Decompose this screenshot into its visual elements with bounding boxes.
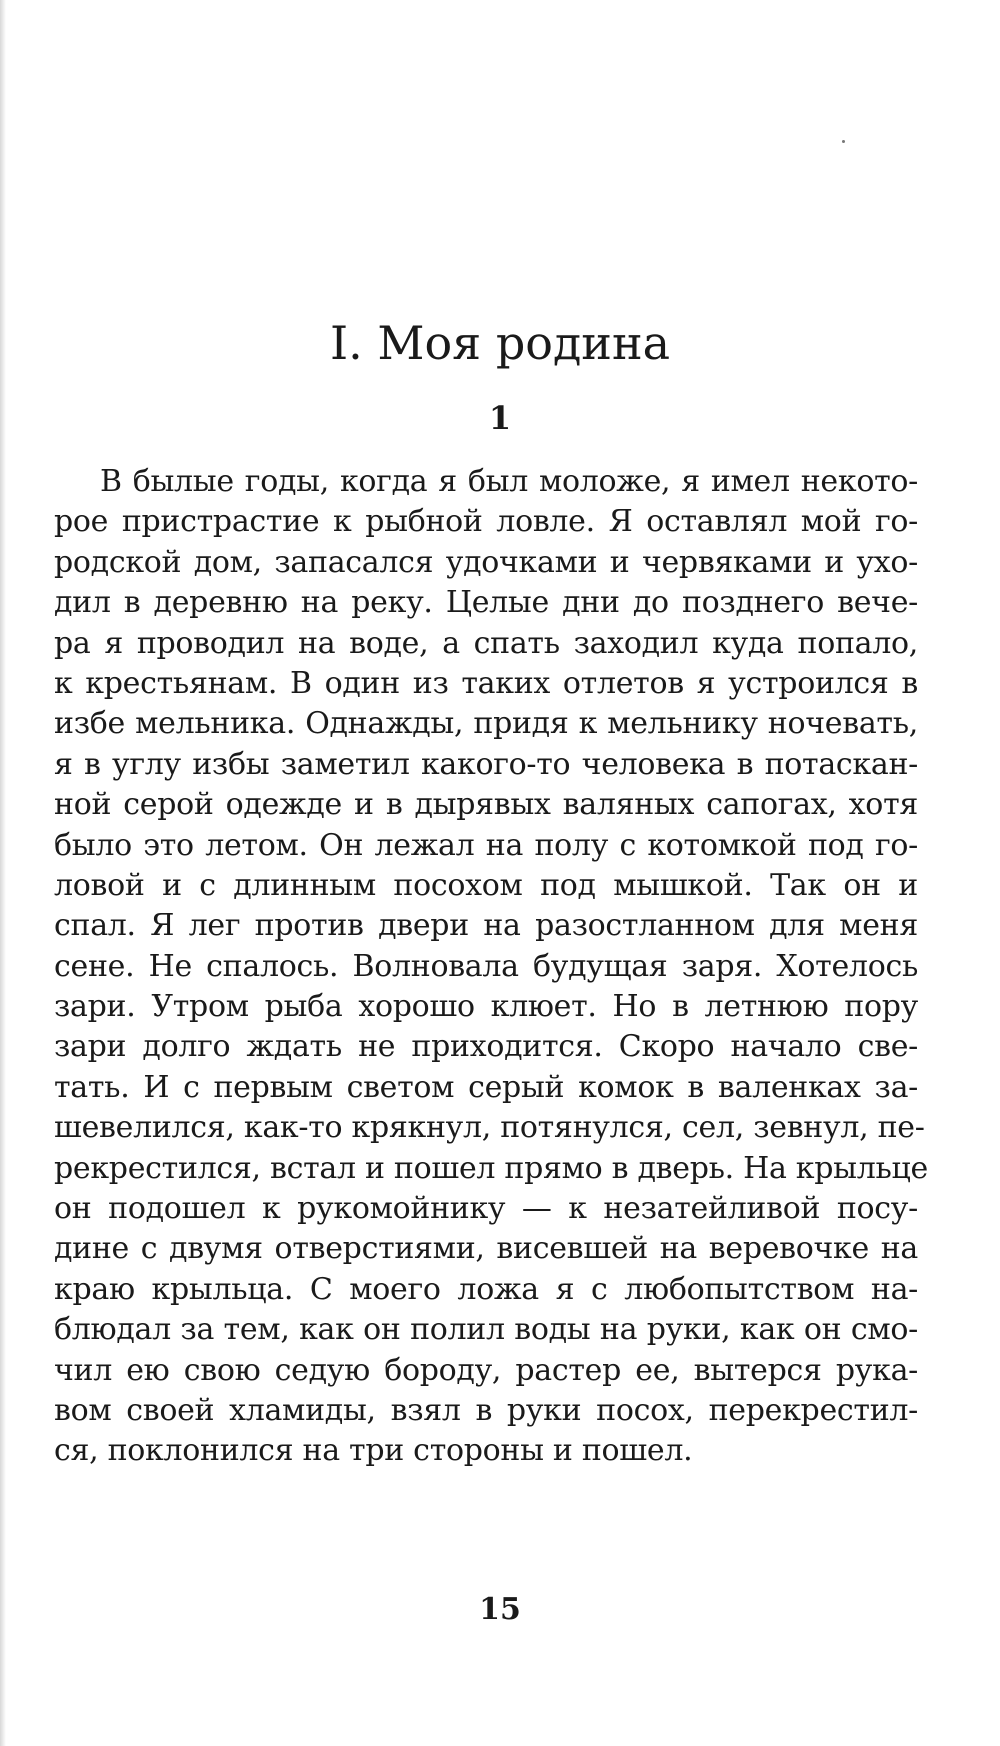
- text-line: к крестьянам. В один из таких отлетов я устроился в: [54, 665, 918, 701]
- text-line: сене. Не спалось. Волновала будущая заря. Хотелось: [54, 948, 918, 984]
- text-line: тать. И с первым светом серый комок в валенках за-: [54, 1069, 918, 1105]
- text-line: ной серой одежде и в дырявых валяных сапогах, хотя: [54, 787, 918, 823]
- text-line: ловой и с длинным посохом под мышкой. Так он и: [54, 867, 918, 903]
- text-line: шевелился, как-то крякнул, потянулся, сел, зевнул, пе-: [54, 1110, 925, 1146]
- text-line: избе мельника. Однажды, придя к мельнику ночевать,: [54, 706, 918, 742]
- body-paragraph: [54, 462, 928, 1472]
- text-line: зари долго ждать не приходится. Скоро начало све-: [54, 1029, 918, 1065]
- text-line: блюдал за тем, как он полил воды на руки, как он смо-: [54, 1312, 918, 1348]
- section-number: 1: [488, 399, 512, 437]
- text-line: ся, поклонился на три стороны и пошел.: [54, 1433, 693, 1469]
- text-line: В былые годы, когда я был моложе, я имел некото-: [100, 464, 918, 499]
- text-line: чил ею свою седую бороду, растер ее, вытерся рука-: [54, 1352, 918, 1388]
- text-line: дине с двумя отверстиями, висевшей на веревочке на: [54, 1231, 918, 1267]
- text-line: краю крыльца. С моего ложа я с любопытством на-: [54, 1271, 918, 1307]
- text-line: было это летом. Он лежал на полу с котомкой под го-: [54, 827, 918, 863]
- text-line: зари. Утром рыба хорошо клюет. Но в летнюю пору: [54, 989, 918, 1025]
- text-line: вом своей хламиды, взял в руки посох, перекрестил-: [54, 1392, 918, 1428]
- page-edge-shadow: [0, 0, 6, 1746]
- page-number: 15: [479, 1592, 521, 1627]
- text-line: он подошел к рукомойнику — к незатейливой посу-: [54, 1191, 918, 1227]
- text-line: родской дом, запасался удочками и червяками и ухо-: [54, 544, 918, 580]
- text-line: рое пристрастие к рыбной ловле. Я оставлял мой го-: [54, 504, 918, 540]
- text-line: дил в деревню на реку. Целые дни до позднего вече-: [54, 585, 918, 621]
- text-line: спал. Я лег против двери на разостланном для меня: [54, 908, 918, 944]
- text-line: ра я проводил на воде, а спать заходил куда попало,: [54, 625, 918, 661]
- text-line: рекрестился, встал и пошел прямо в дверь. На крыльце: [54, 1150, 928, 1186]
- text-line: я в углу избы заметил какого-то человека в потаскан-: [54, 746, 918, 782]
- chapter-title: I. Моя родина: [329, 316, 671, 370]
- paper-speck: [842, 140, 845, 143]
